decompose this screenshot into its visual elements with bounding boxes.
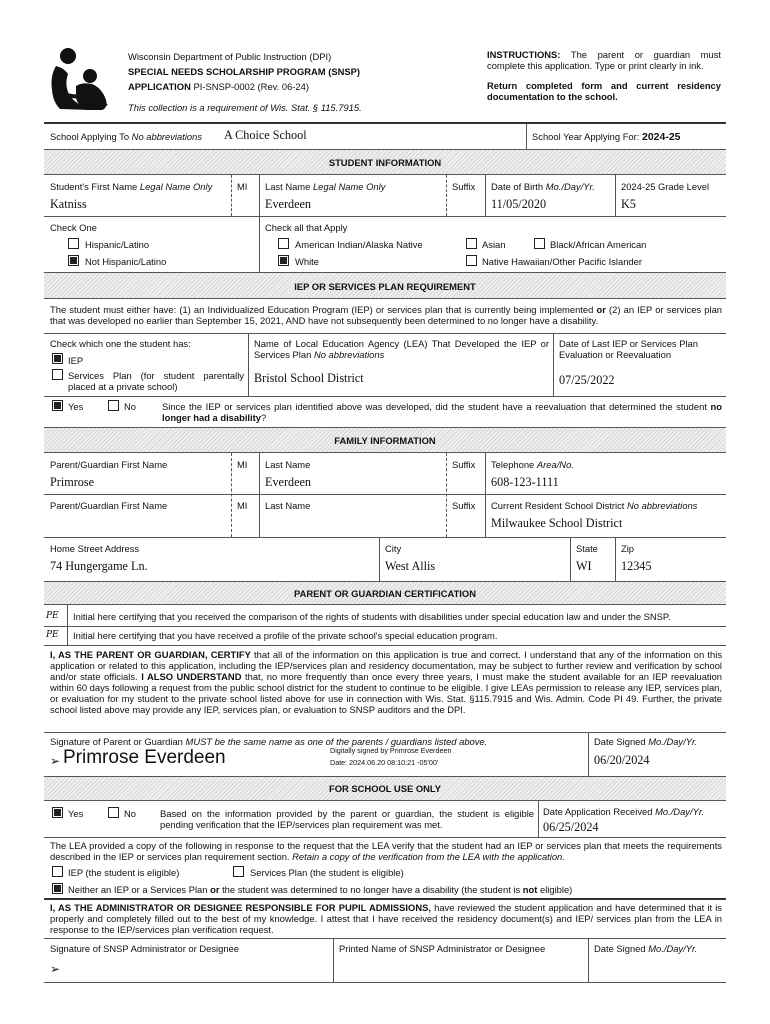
instructions: INSTRUCTIONS: The parent or guardian must complete this application. Type or print clearly in ink. (487, 49, 722, 72)
p1-mi-label: MI (237, 459, 248, 470)
reeval-question: Since the IEP or services plan identified above was developed, did the student have a reevaluation that determined the student no longer had a disability? (162, 401, 722, 424)
family-info-header: FAMILY INFORMATION (44, 427, 726, 453)
race-label: Check all that Apply (265, 222, 348, 233)
race-black-label: Black/African American (550, 239, 647, 250)
eligible-yes-label: Yes (68, 808, 84, 819)
agency-name: Wisconsin Department of Public Instruction (DPI) (128, 51, 332, 62)
admin-signature-arrow-icon: ➢ (50, 962, 61, 976)
grade-label: 2024-25 Grade Level (621, 181, 710, 192)
iep-option-label: IEP (68, 355, 84, 366)
student-first-name[interactable]: Katniss (50, 197, 87, 211)
p2-suffix-label: Suffix (452, 500, 476, 511)
p1-first-name-label: Parent/Guardian First Name (50, 459, 168, 470)
race-american-indian-label: American Indian/Alaska Native (295, 239, 423, 250)
state-label: State (576, 543, 598, 554)
state-value[interactable]: WI (576, 559, 592, 573)
dob-value[interactable]: 11/05/2020 (491, 197, 547, 211)
lea-verification-text: The LEA provided a copy of the following in response to the request that the LEA verify that the student had an IEP or services plan that meets the requirements described in the IEP or services plan requirement section. Retain a copy of the verification from the LEA with the application. (50, 840, 722, 863)
iep-requirement-text: The student must either have: (1) an Individualized Education Program (IEP) or services plan that is currently being implemented or (2) an IEP or services plan that was developed no earlier than September 15, 2021, AND have not subsequently been determined to no longer have a disability. (50, 304, 723, 327)
form-id: APPLICATION PI-SNSP-0002 (Rev. 06-24) (128, 81, 309, 92)
not-hispanic-checkbox[interactable] (68, 255, 79, 266)
p2-first-name-label: Parent/Guardian First Name (50, 500, 168, 511)
phone-label: Telephone Area/No. (491, 459, 574, 470)
admin-signature-label: Signature of SNSP Administrator or Designee (50, 943, 239, 954)
p1-last-name[interactable]: Everdeen (265, 475, 312, 489)
reeval-no-label: No (124, 401, 136, 412)
certification-header: PARENT OR GUARDIAN CERTIFICATION (44, 581, 726, 605)
services-plan-checkbox[interactable] (52, 369, 63, 380)
eligible-yes-checkbox[interactable] (52, 807, 63, 818)
school-use-header: FOR SCHOOL USE ONLY (44, 776, 726, 801)
iep-checkbox[interactable] (52, 353, 63, 364)
p1-suffix-label: Suffix (452, 459, 476, 470)
address-value[interactable]: 74 Hungergame Ln. (50, 559, 148, 573)
reeval-no-checkbox[interactable] (108, 400, 119, 411)
race-asian-checkbox[interactable] (466, 238, 477, 249)
parent-date-label: Date Signed Mo./Day/Yr. (594, 736, 698, 747)
admin-certification-paragraph: I, AS THE ADMINISTRATOR OR DESIGNEE RESPONSIBLE FOR PUPIL ADMISSIONS, have reviewed the student application and have determined that it is properly and completely filled out to the best of my knowledge. I attest that I have received the residency document(s) and IEP/ services plan from the LEA in response to the IEP/services plan verification request. (50, 902, 722, 936)
received-date-value[interactable]: 06/25/2024 (543, 820, 599, 834)
eval-date-label: Date of Last IEP or Services Plan Evaluation or Reevaluation (559, 338, 698, 361)
iep-header: IEP OR SERVICES PLAN REQUIREMENT (44, 272, 726, 299)
lea-value[interactable]: Bristol School District (254, 371, 364, 385)
ethnicity-label: Check One (50, 222, 97, 233)
eligible-no-checkbox[interactable] (108, 807, 119, 818)
race-white-label: White (295, 256, 319, 267)
school-applying-value[interactable]: A Choice School (224, 128, 307, 142)
race-white-checkbox[interactable] (278, 255, 289, 266)
zip-value[interactable]: 12345 (621, 559, 652, 573)
student-last-name-label: Last Name Legal Name Only (265, 181, 386, 192)
phone-value[interactable]: 608-123-1111 (491, 475, 559, 489)
p2-last-name-label: Last Name (265, 500, 311, 511)
parent-date-value[interactable]: 06/20/2024 (594, 753, 650, 767)
eval-date-value[interactable]: 07/25/2022 (559, 373, 615, 387)
return-instructions: Return completed form and current residency documentation to the school. (487, 80, 721, 103)
not-eligible-checkbox[interactable] (52, 883, 63, 894)
received-date-label: Date Application Received Mo./Day/Yr. (543, 806, 705, 817)
eligibility-text: Based on the information provided by the parent or guardian, the student is eligible pending verification that the IEP/services plan requirement was met. (160, 808, 534, 831)
eligible-no-label: No (124, 808, 136, 819)
admin-date-field[interactable] (594, 958, 722, 978)
verified-services-label: Services Plan (the student is eligible) (250, 867, 404, 878)
race-asian-label: Asian (482, 239, 506, 250)
student-first-name-label: Student's First Name Legal Name Only (50, 181, 213, 192)
initials-2[interactable]: PE (46, 630, 59, 640)
hispanic-label: Hispanic/Latino (85, 239, 150, 250)
district-value[interactable]: Milwaukee School District (491, 516, 623, 530)
verified-iep-checkbox[interactable] (52, 866, 63, 877)
zip-label: Zip (621, 543, 635, 554)
grade-value[interactable]: K5 (621, 197, 636, 211)
reeval-yes-checkbox[interactable] (52, 400, 63, 411)
address-label: Home Street Address (50, 543, 140, 554)
student-last-name[interactable]: Everdeen (265, 197, 312, 211)
admin-printed-name-label: Printed Name of SNSP Administrator or Designee (339, 943, 546, 954)
student-suffix-label: Suffix (452, 181, 476, 192)
iep-check-label: Check which one the student has: (50, 338, 191, 349)
lea-label: Name of Local Education Agency (LEA) That Developed the IEP or Services Plan No abbreviations (254, 338, 549, 361)
parent-certification-paragraph: I, AS THE PARENT OR GUARDIAN, CERTIFY that all of the information on this application is true and correct. I understand that any of the information on this application or related to this application, including the IEP/services plan and residency documentation, may be subject to further review and verification by school and/or state officials. I ALSO UNDERSTAND that, no more frequently than once every three years, I must make the student available for an IEP reevaluation within 60 days following a request from the public school district for the student to continue to be eligible. I give LEAs permission to release any IEP, services plan, or evaluation for my student to the private school listed above for use in connection with Wis. Stat. §115.7915 and Wis. Admin. Code PI 49. Further, the private school listed above may provide any IEP, services plan, or evaluation to SNSP auditors and the DPI. (50, 649, 723, 716)
city-label: City (385, 543, 402, 554)
verified-iep-label: IEP (the student is eligible) (68, 867, 180, 878)
race-black-checkbox[interactable] (534, 238, 545, 249)
certify-profile-text: Initial here certifying that you have received a profile of the private school's special education program. (73, 630, 498, 641)
not-eligible-label: Neither an IEP or a Services Plan or the student was determined to no longer have a disability (the student is not eligible) (68, 884, 573, 895)
statutory-requirement: This collection is a requirement of Wis. Stat. § 115.7915. (128, 102, 362, 113)
school-year-field[interactable]: School Year Applying For: 2024-25 (532, 131, 681, 143)
services-plan-label: Services Plan (for student parentally placed at a private school) (68, 370, 244, 393)
race-hawaiian-label: Native Hawaiian/Other Pacific Islander (482, 256, 642, 267)
initials-1[interactable]: PE (46, 611, 59, 621)
admin-signature-field[interactable] (70, 958, 320, 978)
p1-first-name[interactable]: Primrose (50, 475, 95, 489)
not-hispanic-label: Not Hispanic/Latino (85, 256, 167, 267)
school-applying-label: School Applying To No abbreviations (50, 131, 203, 142)
city-value[interactable]: West Allis (385, 559, 436, 573)
certify-rights-text: Initial here certifying that you received the comparison of the rights of students with disabilities under special education law and under the SNSP. (73, 611, 671, 622)
admin-date-label: Date Signed Mo./Day/Yr. (594, 943, 698, 954)
program-name: SPECIAL NEEDS SCHOLARSHIP PROGRAM (SNSP) (128, 66, 360, 77)
p2-mi-label: MI (237, 500, 248, 511)
parent-signature[interactable]: Primrose Everdeen (63, 747, 226, 768)
race-hawaiian-checkbox[interactable] (466, 255, 477, 266)
reeval-yes-label: Yes (68, 401, 84, 412)
student-mi-label: MI (237, 181, 248, 192)
digital-signature-line1: Digitally signed by Primrose Everdeen (330, 746, 452, 755)
p1-last-name-label: Last Name (265, 459, 311, 470)
admin-printed-name-field[interactable] (339, 958, 579, 978)
parent-signature-label: Signature of Parent or Guardian MUST be the same name as one of the parents / guardians listed above. (50, 736, 488, 747)
student-info-header: STUDENT INFORMATION (44, 149, 726, 175)
district-label: Current Resident School District No abbreviations (491, 500, 698, 511)
digital-signature-line2: Date: 2024.06.20 08:10:21 -05'00' (330, 758, 439, 767)
verified-services-checkbox[interactable] (233, 866, 244, 877)
hispanic-checkbox[interactable] (68, 238, 79, 249)
signature-arrow-icon: ➢ (50, 754, 61, 768)
dpi-logo (46, 46, 114, 114)
race-american-indian-checkbox[interactable] (278, 238, 289, 249)
dob-label: Date of Birth Mo./Day/Yr. (491, 181, 595, 192)
